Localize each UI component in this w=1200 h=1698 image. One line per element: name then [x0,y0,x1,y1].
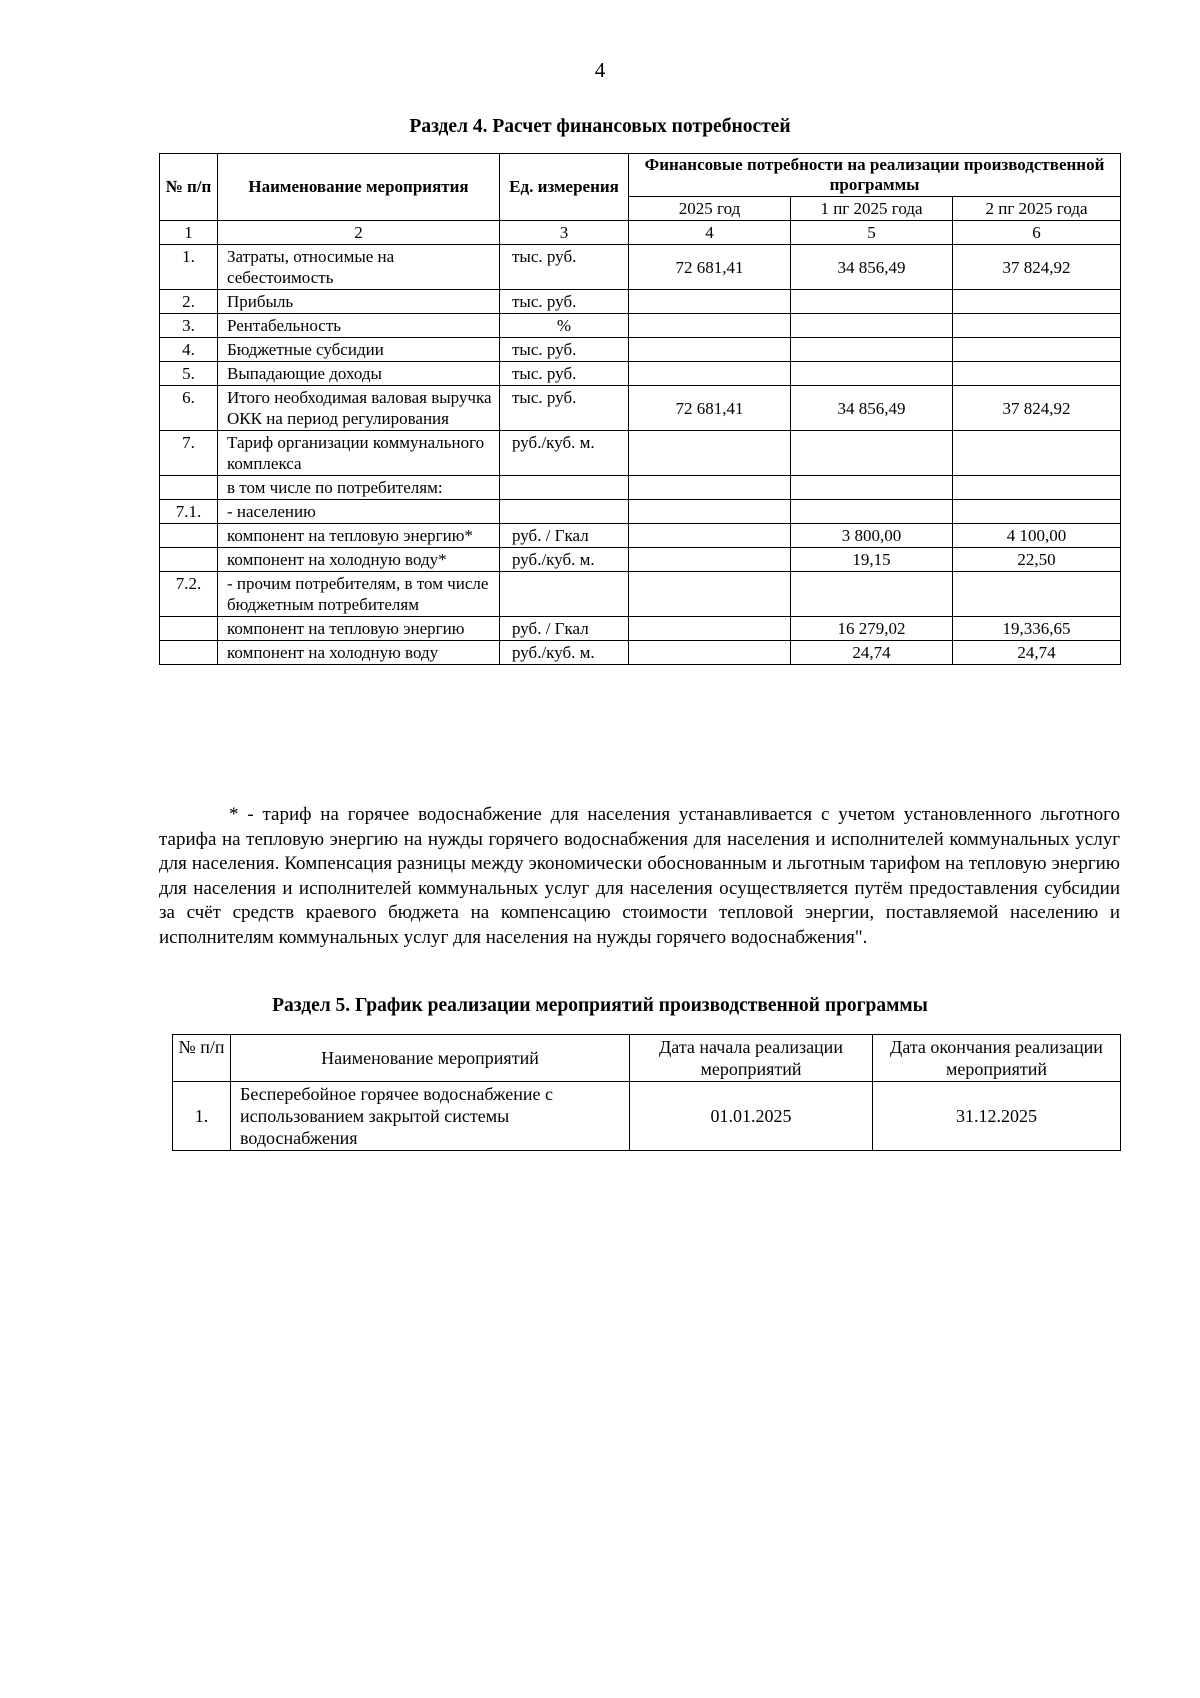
row-unit: % [500,314,629,338]
header-start: Дата начала реализации мероприятий [630,1035,873,1082]
value-2025 [629,641,791,665]
row-unit: руб. / Гкал [500,524,629,548]
row-name: в том числе по потребителям: [218,476,500,500]
financial-needs-table [159,153,1121,665]
col-number: 5 [791,221,953,245]
value-2025 [629,572,791,617]
value-h1: 16 279,02 [791,617,953,641]
value-h2: 37 824,92 [953,386,1121,431]
row-num [160,641,218,665]
header-2025: 2025 год [629,197,791,221]
section-5-title: Раздел 5. График реализации мероприятий производственной программы [272,995,928,1016]
value-h1: 3 800,00 [791,524,953,548]
value-h1 [791,431,953,476]
value-h2: 4 100,00 [953,524,1121,548]
row-unit: руб./куб. м. [500,431,629,476]
row-name: Рентабельность [218,314,500,338]
row-unit [500,572,629,617]
table-row [160,572,1121,617]
header-h2: 2 пг 2025 года [953,197,1121,221]
value-h2 [953,338,1121,362]
value-h1 [791,362,953,386]
value-h2: 37 824,92 [953,245,1121,290]
value-2025 [629,362,791,386]
header-num: № п/п [160,154,218,221]
value-2025 [629,314,791,338]
value-h2 [953,314,1121,338]
header-end: Дата окончания реализации мероприятий [873,1035,1121,1082]
row-name: Затраты, относимые на себестоимость [218,245,500,290]
page-number: 4 [594,58,606,82]
row-num [160,617,218,641]
header-name: Наименование мероприятий [231,1035,630,1082]
table-row [173,1082,1121,1151]
row-name: - прочим потребителям, в том числе бюджетным потребителям [218,572,500,617]
column-number-row [160,221,1121,245]
value-h1: 34 856,49 [791,245,953,290]
value-2025 [629,617,791,641]
row-num: 2. [160,290,218,314]
header-num: № п/п [173,1035,231,1082]
value-2025 [629,338,791,362]
value-h1 [791,338,953,362]
row-num: 1. [160,245,218,290]
value-2025 [629,548,791,572]
row-name: - населению [218,500,500,524]
row-num: 7.2. [160,572,218,617]
value-2025 [629,431,791,476]
row-name: компонент на холодную воду* [218,548,500,572]
row-name: Прибыль [218,290,500,314]
value-h1: 34 856,49 [791,386,953,431]
row-end-date: 31.12.2025 [873,1082,1121,1151]
row-num: 7. [160,431,218,476]
schedule-table [172,1034,1121,1151]
value-h1: 19,15 [791,548,953,572]
row-num: 6. [160,386,218,431]
row-unit: руб. / Гкал [500,617,629,641]
value-h2: 22,50 [953,548,1121,572]
value-h1 [791,476,953,500]
row-num: 1. [173,1082,231,1151]
row-unit [500,500,629,524]
value-2025 [629,524,791,548]
row-unit: тыс. руб. [500,245,629,290]
value-2025 [629,500,791,524]
header-financial: Финансовые потребности на реализации производственной программы [629,154,1121,197]
row-name: Тариф организации коммунального комплекса [218,431,500,476]
header-unit: Ед. измерения [500,154,629,221]
row-unit: тыс. руб. [500,290,629,314]
value-h1: 24,74 [791,641,953,665]
table-row [160,476,1121,500]
value-h2 [953,290,1121,314]
value-2025: 72 681,41 [629,245,791,290]
row-num: 5. [160,362,218,386]
row-num: 4. [160,338,218,362]
header-h1: 1 пг 2025 года [791,197,953,221]
section-4-title: Раздел 4. Расчет финансовых потребностей [409,116,791,137]
row-unit: тыс. руб. [500,338,629,362]
col-number: 3 [500,221,629,245]
table-row [160,500,1121,524]
row-num [160,476,218,500]
row-name: Бесперебойное горячее водоснабжение с использованием закрытой системы водоснабжения [231,1082,630,1151]
row-name: компонент на тепловую энергию* [218,524,500,548]
table-row [160,290,1121,314]
value-2025: 72 681,41 [629,386,791,431]
row-name: Бюджетные субсидии [218,338,500,362]
row-unit: руб./куб. м. [500,641,629,665]
value-h2 [953,431,1121,476]
value-h2 [953,476,1121,500]
value-h2 [953,500,1121,524]
table-row [160,245,1121,290]
row-num [160,548,218,572]
row-name: Итого необходимая валовая выручка ОКК на период регулирования [218,386,500,431]
table-row [160,338,1121,362]
table-row [160,362,1121,386]
value-2025 [629,290,791,314]
header-name: Наименование мероприятия [218,154,500,221]
footnote-text: * - тариф на горячее водоснабжение для населения устанавливается с учетом установленного льготного тарифа на тепловую энергию на нужды горячего водоснабжения для населения и исполнителей коммунальных услуг для населения. Компенсация разницы между экономически обоснованным и льготным тарифом на тепловую энергию для населения и исполнителей коммунальных услуг для населения осуществляется путём предоставления субсидии за счёт средств краевого бюджета на компенсацию стоимости тепловой энергии, поставляемой населению и исполнителям коммунальных услуг для населения на нужды горячего водоснабжения". [159,804,1120,948]
table-row [160,617,1121,641]
row-unit: тыс. руб. [500,362,629,386]
row-name: компонент на тепловую энергию [218,617,500,641]
table-row [160,548,1121,572]
value-h2 [953,572,1121,617]
row-unit [500,476,629,500]
footnote [159,803,1120,950]
col-number: 2 [218,221,500,245]
table-row [160,314,1121,338]
table-row [160,524,1121,548]
row-name: Выпадающие доходы [218,362,500,386]
row-num: 3. [160,314,218,338]
col-number: 4 [629,221,791,245]
row-name: компонент на холодную воду [218,641,500,665]
value-h1 [791,500,953,524]
value-h1 [791,314,953,338]
row-num [160,524,218,548]
table-row [160,431,1121,476]
row-start-date: 01.01.2025 [630,1082,873,1151]
value-h2 [953,362,1121,386]
value-h1 [791,290,953,314]
row-unit: тыс. руб. [500,386,629,431]
table-row [160,641,1121,665]
row-unit: руб./куб. м. [500,548,629,572]
value-h2: 24,74 [953,641,1121,665]
col-number: 1 [160,221,218,245]
table-row [160,386,1121,431]
col-number: 6 [953,221,1121,245]
value-2025 [629,476,791,500]
row-num: 7.1. [160,500,218,524]
value-h2: 19,336,65 [953,617,1121,641]
value-h1 [791,572,953,617]
